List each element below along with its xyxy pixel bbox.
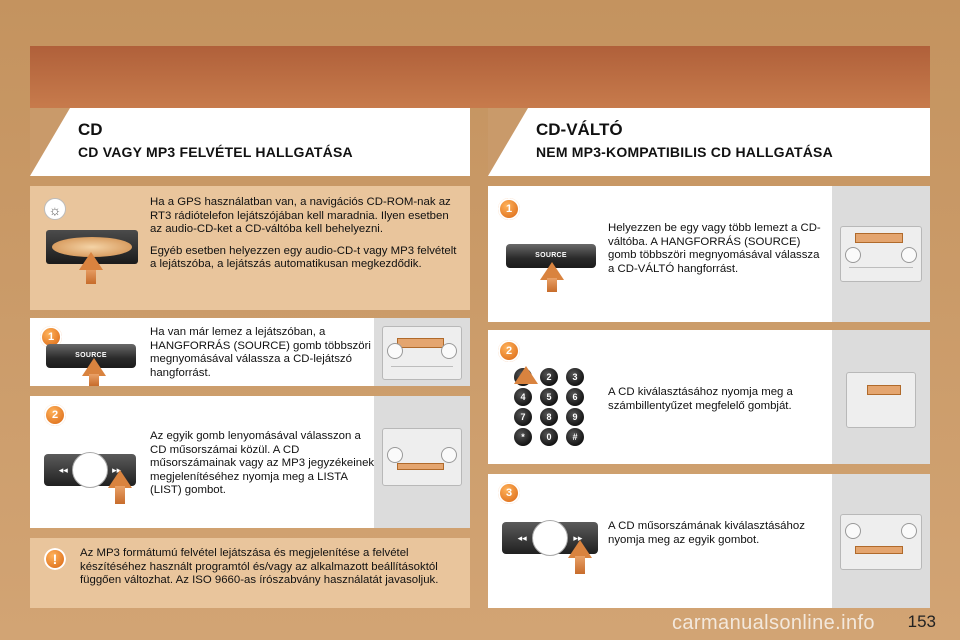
tuning-knob — [901, 247, 917, 263]
section-subtitle: NEM MP3-KOMPATIBILIS CD HALLGATÁSA — [536, 144, 833, 160]
step-3-box — [488, 474, 930, 608]
tuning-knob — [441, 343, 457, 359]
source-button: SOURCE — [506, 244, 596, 268]
radio-screen — [855, 233, 903, 243]
keypad-key: 6 — [566, 388, 584, 406]
step-1-text: Helyezzen be egy vagy több lemezt a CD-váltóba. A HANGFORRÁS (SOURCE) gomb többszöri megnyomásával válassza a CD-VÁLTÓ hangforrást. — [608, 222, 821, 275]
radio-illustration — [374, 318, 470, 386]
volume-knob — [845, 523, 861, 539]
section-header-cd — [30, 108, 470, 176]
step-2-box — [488, 330, 930, 464]
arrow-stem — [86, 268, 96, 284]
info-text — [150, 196, 462, 272]
source-button: SOURCE — [46, 344, 136, 368]
radio-screen — [855, 546, 903, 554]
keypad-key: 9 — [566, 408, 584, 426]
arrow-stem — [89, 374, 99, 386]
warning-icon: ! — [44, 548, 66, 570]
keypad-key: 3 — [566, 368, 584, 386]
radio-illustration — [832, 186, 930, 322]
step-2-text: Az egyik gomb lenyomásával válasszon a CD műsorszámai közül. A CD műsorszámainak vagy az MP3 jegyzékeinek megjelenítéséhez nyomja meg a LISTA (LIST) gombot. — [150, 430, 375, 497]
tuning-knob — [441, 447, 457, 463]
radio-panel — [840, 226, 922, 282]
section-subtitle: CD VAGY MP3 FELVÉTEL HALLGATÁSA — [78, 144, 353, 160]
arrow-stem — [575, 556, 585, 574]
keypad-key: 1 — [514, 368, 532, 386]
next-track-icon: ▸▸ — [573, 533, 583, 543]
step-1-box — [30, 318, 470, 386]
section-title: CD — [78, 120, 103, 139]
sun-icon: ☼ — [44, 198, 66, 220]
arrow-up-icon — [79, 252, 103, 270]
keypad-key: 2 — [540, 368, 558, 386]
step-number-badge: 1 — [498, 198, 520, 220]
section-title: CD-VÁLTÓ — [536, 120, 623, 139]
radio-panel — [382, 326, 462, 380]
arrow-stem — [547, 278, 557, 292]
keypad-key: 5 — [540, 388, 558, 406]
radio-illustration — [832, 474, 930, 608]
arrow-stem — [115, 486, 125, 504]
volume-knob — [845, 247, 861, 263]
volume-knob — [387, 343, 403, 359]
radio-button-row — [849, 267, 913, 275]
step-number-badge: 2 — [44, 404, 66, 426]
keypad-key: * — [514, 428, 532, 446]
radio-screen — [397, 338, 444, 347]
keypad-illustration — [832, 330, 930, 464]
keypad-key: 0 — [540, 428, 558, 446]
arrow-up-icon — [514, 366, 538, 384]
page-number: 153 — [907, 612, 936, 631]
section-header-cd-changer — [488, 108, 930, 176]
volume-knob — [387, 447, 403, 463]
previous-track-icon: ◂◂ — [517, 533, 527, 543]
top-band — [30, 46, 930, 108]
step-number-badge: 3 — [498, 482, 520, 504]
info-box — [30, 186, 470, 310]
keypad-key: 4 — [514, 388, 532, 406]
radio-panel — [382, 428, 462, 486]
keypad-key: 8 — [540, 408, 558, 426]
radio-panel — [840, 514, 922, 570]
step-number-badge: 1 — [40, 326, 62, 348]
step-1-box — [488, 186, 930, 322]
note-box — [30, 538, 470, 608]
step-3-text: A CD műsorszámának kiválasztásához nyomja meg az egyik gombot. — [608, 520, 805, 546]
step-number-badge: 2 — [498, 340, 520, 362]
watermark: carmanualsonline.info — [672, 612, 875, 634]
keypad-highlight — [867, 385, 901, 395]
info-paragraph-2: Egyéb esetben helyezzen egy audio-CD-t vagy MP3 felvételt a lejátszóba, a lejátszás automatikusan megkezdődik. — [150, 244, 457, 271]
info-paragraph-1: Ha a GPS használatban van, a navigációs CD-ROM-nak az RT3 rádiótelefon lejátszójában kell maradnia. Ilyen esetben az audio-CD-ket a CD-váltóba kell behelyezni. — [150, 196, 451, 236]
radio-illustration — [374, 396, 470, 528]
next-track-icon: ▸▸ — [112, 465, 122, 475]
step-2-text: A CD kiválasztásához nyomja meg a számbillentyűzet megfelelő gombját. — [608, 386, 793, 412]
keypad-key: 7 — [514, 408, 532, 426]
note-text: Az MP3 formátumú felvétel lejátszása és megjelenítése a felvétel készítéséhez használt programtól és/vagy az alkalmazott beállításoktól függően változhat. Az ISO 9660-as írószabvány használatát javasoljuk. — [80, 547, 439, 587]
step-1-text: Ha van már lemez a lejátszóban, a HANGFORRÁS (SOURCE) gomb többszöri megnyomásával válassza a CD-lejátszó hangforrást. — [150, 326, 371, 379]
tuning-knob — [901, 523, 917, 539]
radio-screen — [397, 463, 444, 471]
previous-track-icon: ◂◂ — [58, 465, 68, 475]
step-2-box — [30, 396, 470, 528]
radio-panel — [846, 372, 916, 428]
keypad-key: # — [566, 428, 584, 446]
radio-button-row — [391, 366, 453, 373]
